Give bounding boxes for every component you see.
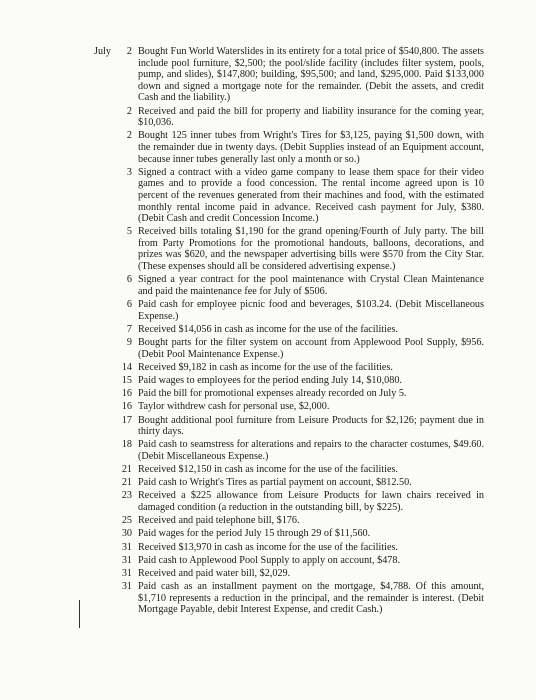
- entry-text: Received a $225 allowance from Leisure Products for lawn chairs received in damaged condition (a reduction in the outstanding bill, by $225).: [138, 490, 484, 514]
- entry-text: Paid wages to employees for the period ending July 14, $10,080.: [138, 374, 402, 386]
- entry-text: Received and paid telephone bill, $176.: [138, 515, 300, 527]
- transaction-entry: [118, 362, 484, 374]
- entry-day: 6: [126, 299, 132, 311]
- entry-text: Signed a contract with a video game company to lease them space for their video games and to provide a food concession. The rental income agreed upon is 10 percent of the revenues generated from their machines and food, with the estimated monthly rental income paid in advance. Received cash payment for July, $380. (Debit Cash and credit Concession Income.): [138, 166, 484, 225]
- entry-text: Received bills totaling $1,190 for the grand opening/Fourth of July party. The bill from Party Promotions for the promotional handouts, balloons, decorations, and prizes was $620, and the newspaper advertising bills were $570 from the City Star. (These expenses should all be considered advertising expense.): [138, 226, 484, 273]
- entry-text: Taylor withdrew cash for personal use, $2,000.: [138, 401, 330, 413]
- entry-text: Paid cash to Wright's Tires as partial payment on account, $812.50.: [138, 477, 412, 489]
- transaction-entry: [118, 555, 484, 567]
- entry-text: Received $9,182 in cash as income for the use of the facilities.: [138, 361, 393, 373]
- transaction-entry: [118, 130, 484, 165]
- entry-text: Signed a year contract for the pool maintenance with Crystal Clean Maintenance and paid the maintenance fee for July of $506.: [138, 274, 484, 297]
- entry-day: 31: [121, 568, 132, 579]
- transaction-entry: [118, 542, 484, 554]
- entry-day: 2: [126, 105, 132, 117]
- transaction-entry: [118, 415, 484, 438]
- entry-day: 21: [121, 477, 132, 489]
- transaction-entry: [118, 401, 484, 413]
- entry-day: 6: [126, 274, 132, 286]
- entry-text: Bought parts for the filter system on account from Applewood Pool Supply, $956. (Debit Pool Maintenance Expense.): [138, 337, 484, 360]
- transaction-entry: [118, 515, 484, 527]
- margin-rule: [79, 600, 80, 628]
- transaction-entry: [118, 226, 484, 272]
- entry-day: 31: [121, 581, 132, 593]
- entry-text: Paid the bill for promotional expenses already recorded on July 5.: [138, 388, 407, 400]
- transaction-entry: [118, 568, 484, 580]
- entry-text: Bought 125 inner tubes from Wright's Tires for $3,125, paying $1,500 down, with the remainder due in twenty days. (Debit Supplies instead of an Equipment account, because inner tubes generally last only a month or so.): [138, 130, 484, 165]
- transaction-entry: [118, 337, 484, 360]
- entry-text: Paid cash as an installment payment on the mortgage, $4,788. Of this amount, $1,710 represents a reduction in the principal, and the remainder is interest. (Debit Mortgage Payable, debit Interest Expense, and credit Cash.): [138, 581, 484, 616]
- transaction-entry: [118, 477, 484, 489]
- entry-text: Received and paid water bill, $2,029.: [138, 568, 291, 579]
- transaction-entry: [118, 324, 484, 336]
- transaction-entry: [118, 464, 484, 476]
- entry-day: 21: [121, 464, 132, 476]
- entry-day: 17: [121, 414, 132, 426]
- transaction-entry: [118, 106, 484, 129]
- entry-day: 15: [121, 374, 132, 386]
- entry-text: Bought Fun World Waterslides in its entirety for a total price of $540,800. The assets include pool furniture, $2,500; the pool/slide facility (includes filter system, pools, pump, and slides), $147,800; building, $95,500; and land, $295,000. Paid $133,000 down and signed a mortgage note for the remainder. (Debit the assets, and credit Cash and the liability.): [138, 46, 484, 104]
- entry-day: 9: [126, 337, 132, 348]
- entry-day: 16: [121, 401, 132, 413]
- entry-text: Paid cash for employee picnic food and beverages, $103.24. (Debit Miscellaneous Expense.): [138, 299, 484, 322]
- entry-text: Paid cash to Applewood Pool Supply to apply on account, $478.: [138, 554, 401, 566]
- month-label: July: [94, 46, 111, 57]
- entry-text: Received and paid the bill for property and liability insurance for the coming year, $10,036.: [138, 105, 484, 129]
- entry-day: 7: [126, 323, 132, 335]
- transaction-entry: [118, 167, 484, 225]
- transaction-entry: [118, 388, 484, 400]
- transaction-entry: [118, 375, 484, 387]
- entry-text: Bought additional pool furniture from Leisure Products for $2,126; payment due in thirty days.: [138, 414, 484, 438]
- entry-text: Received $13,970 in cash as income for the use of the facilities.: [138, 541, 398, 553]
- transaction-entry: [118, 490, 484, 513]
- entry-day: 30: [121, 528, 132, 540]
- transaction-entry: [118, 46, 484, 104]
- entry-day: 18: [121, 439, 132, 451]
- transaction-entry: [118, 274, 484, 297]
- transaction-entry: [118, 439, 484, 462]
- entry-day: 3: [126, 166, 132, 178]
- entry-day: 31: [121, 541, 132, 553]
- transaction-list: [118, 46, 484, 618]
- entry-day: 5: [126, 226, 132, 238]
- entry-day: 2: [126, 130, 132, 142]
- transaction-entry: [118, 581, 484, 616]
- entry-day: 23: [121, 490, 132, 502]
- entry-text: Paid wages for the period July 15 through 29 of $11,560.: [138, 528, 371, 540]
- entry-day: 16: [121, 388, 132, 400]
- entry-text: Received $12,150 in cash as income for the use of the facilities.: [138, 464, 398, 476]
- transaction-entry: [118, 299, 484, 322]
- entry-day: 14: [121, 361, 132, 373]
- entry-text: Paid cash to seamstress for alterations and repairs to the character costumes, $49.60. (Debit Miscellaneous Expense.): [138, 439, 484, 462]
- entry-day: 25: [121, 515, 132, 527]
- entry-day: 31: [121, 554, 132, 566]
- transaction-entry: [118, 528, 484, 540]
- entry-day: 2: [126, 46, 132, 57]
- entry-text: Received $14,056 in cash as income for the use of the facilities.: [138, 323, 398, 335]
